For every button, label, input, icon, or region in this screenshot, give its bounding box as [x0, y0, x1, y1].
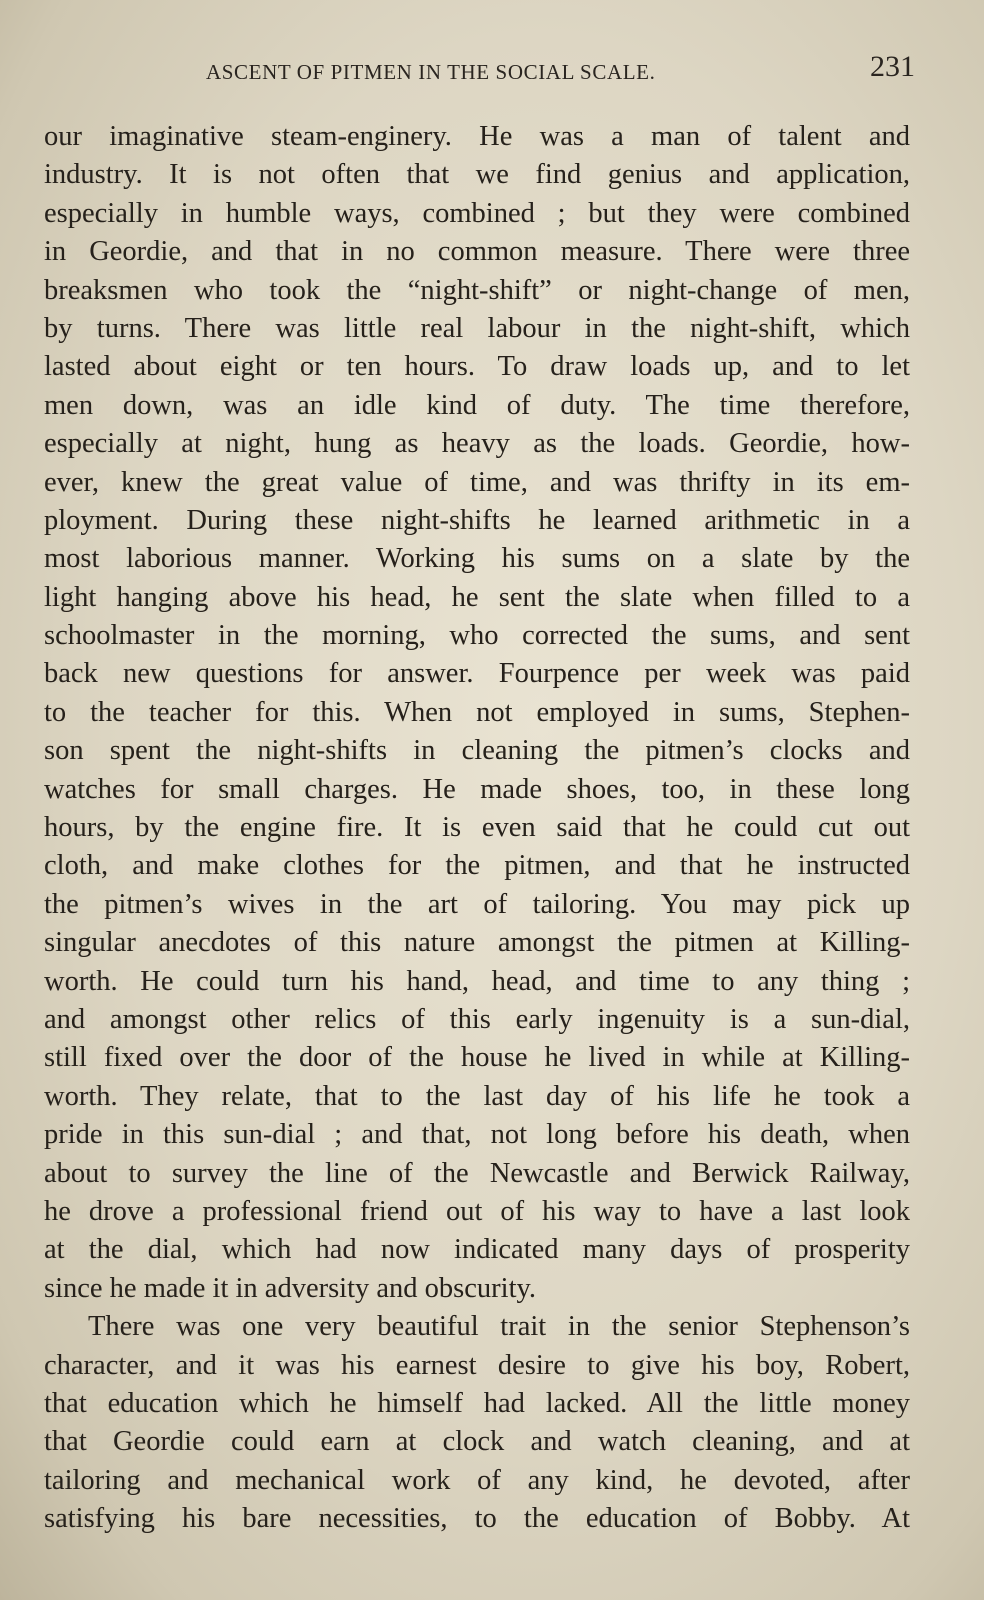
text-line: men down, was an idle kind of duty. The time therefore,: [44, 389, 910, 421]
text-line: our imaginative steam-enginery. He was a man of talent and: [44, 121, 910, 152]
text-line: by turns. There was little real labour in the night-shift, which: [44, 312, 910, 344]
text-line: to the teacher for this. When not employed in sums, Stephen-: [44, 696, 910, 728]
text-line: at the dial, which had now indicated many days of prosperity: [44, 1234, 910, 1266]
text-line: worth. He could turn his hand, head, and time to any thing ;: [44, 965, 910, 997]
text-line: that Geordie could earn at clock and watch cleaning, and at: [44, 1426, 910, 1458]
text-line: son spent the night-shifts in cleaning the pitmen’s clocks and: [44, 735, 910, 767]
body-text: [44, 118, 910, 1538]
paragraph-1: [44, 118, 910, 1308]
text-line: singular anecdotes of this nature amongst the pitmen at Killing-: [44, 927, 910, 959]
text-line: schoolmaster in the morning, who corrected the sums, and sent: [44, 620, 910, 652]
text-line: pride in this sun-dial ; and that, not long before his death, when: [44, 1119, 910, 1151]
text-line: about to survey the line of the Newcastle and Berwick Railway,: [44, 1157, 910, 1189]
text-line: especially in humble ways, combined ; but they were combined: [44, 197, 910, 229]
text-line: hours, by the engine fire. It is even said that he could cut out: [44, 812, 910, 844]
text-line: most laborious manner. Working his sums on a slate by the: [44, 543, 910, 575]
text-line: breaksmen who took the “night-shift” or night-change of men,: [44, 274, 910, 306]
text-line: that education which he himself had lacked. All the little money: [44, 1387, 910, 1419]
text-line: tailoring and mechanical work of any kind, he devoted, after: [44, 1464, 910, 1496]
text-line: back new questions for answer. Fourpence per week was paid: [44, 658, 910, 690]
text-line: still fixed over the door of the house he lived in while at Killing-: [44, 1042, 910, 1074]
text-line: worth. They relate, that to the last day of his life he took a: [44, 1080, 910, 1112]
text-line: light hanging above his head, he sent the slate when filled to a: [44, 581, 910, 613]
page-number: 231: [870, 50, 915, 83]
running-head: ASCENT OF PITMEN IN THE SOCIAL SCALE.: [206, 60, 656, 84]
text-line: lasted about eight or ten hours. To draw loads up, and to let: [44, 351, 910, 383]
text-line: he drove a professional friend out of his way to have a last look: [44, 1195, 910, 1227]
text-line: cloth, and make clothes for the pitmen, and that he instructed: [44, 850, 910, 882]
text-line: in Geordie, and that in no common measure. There were three: [44, 236, 910, 268]
text-line: industry. It is not often that we find genius and application,: [44, 159, 910, 191]
text-line: especially at night, hung as heavy as the loads. Geordie, how-: [44, 428, 910, 460]
text-line: watches for small charges. He made shoes, too, in these long: [44, 773, 910, 805]
text-line: satisfying his bare necessities, to the education of Bobby. At: [44, 1503, 910, 1535]
text-line: ever, knew the great value of time, and was thrifty in its em-: [44, 466, 910, 498]
text-line: the pitmen’s wives in the art of tailoring. You may pick up: [44, 888, 910, 920]
text-line: and amongst other relics of this early ingenuity is a sun-dial,: [44, 1003, 910, 1035]
paragraph-2: [44, 1308, 910, 1538]
text-line: ployment. During these night-shifts he learned arithmetic in a: [44, 504, 910, 536]
text-line: since he made it in adversity and obscurity.: [44, 1272, 537, 1304]
text-line: There was one very beautiful trait in the senior Stephenson’s: [88, 1311, 910, 1343]
text-line: character, and it was his earnest desire to give his boy, Robert,: [44, 1349, 910, 1381]
